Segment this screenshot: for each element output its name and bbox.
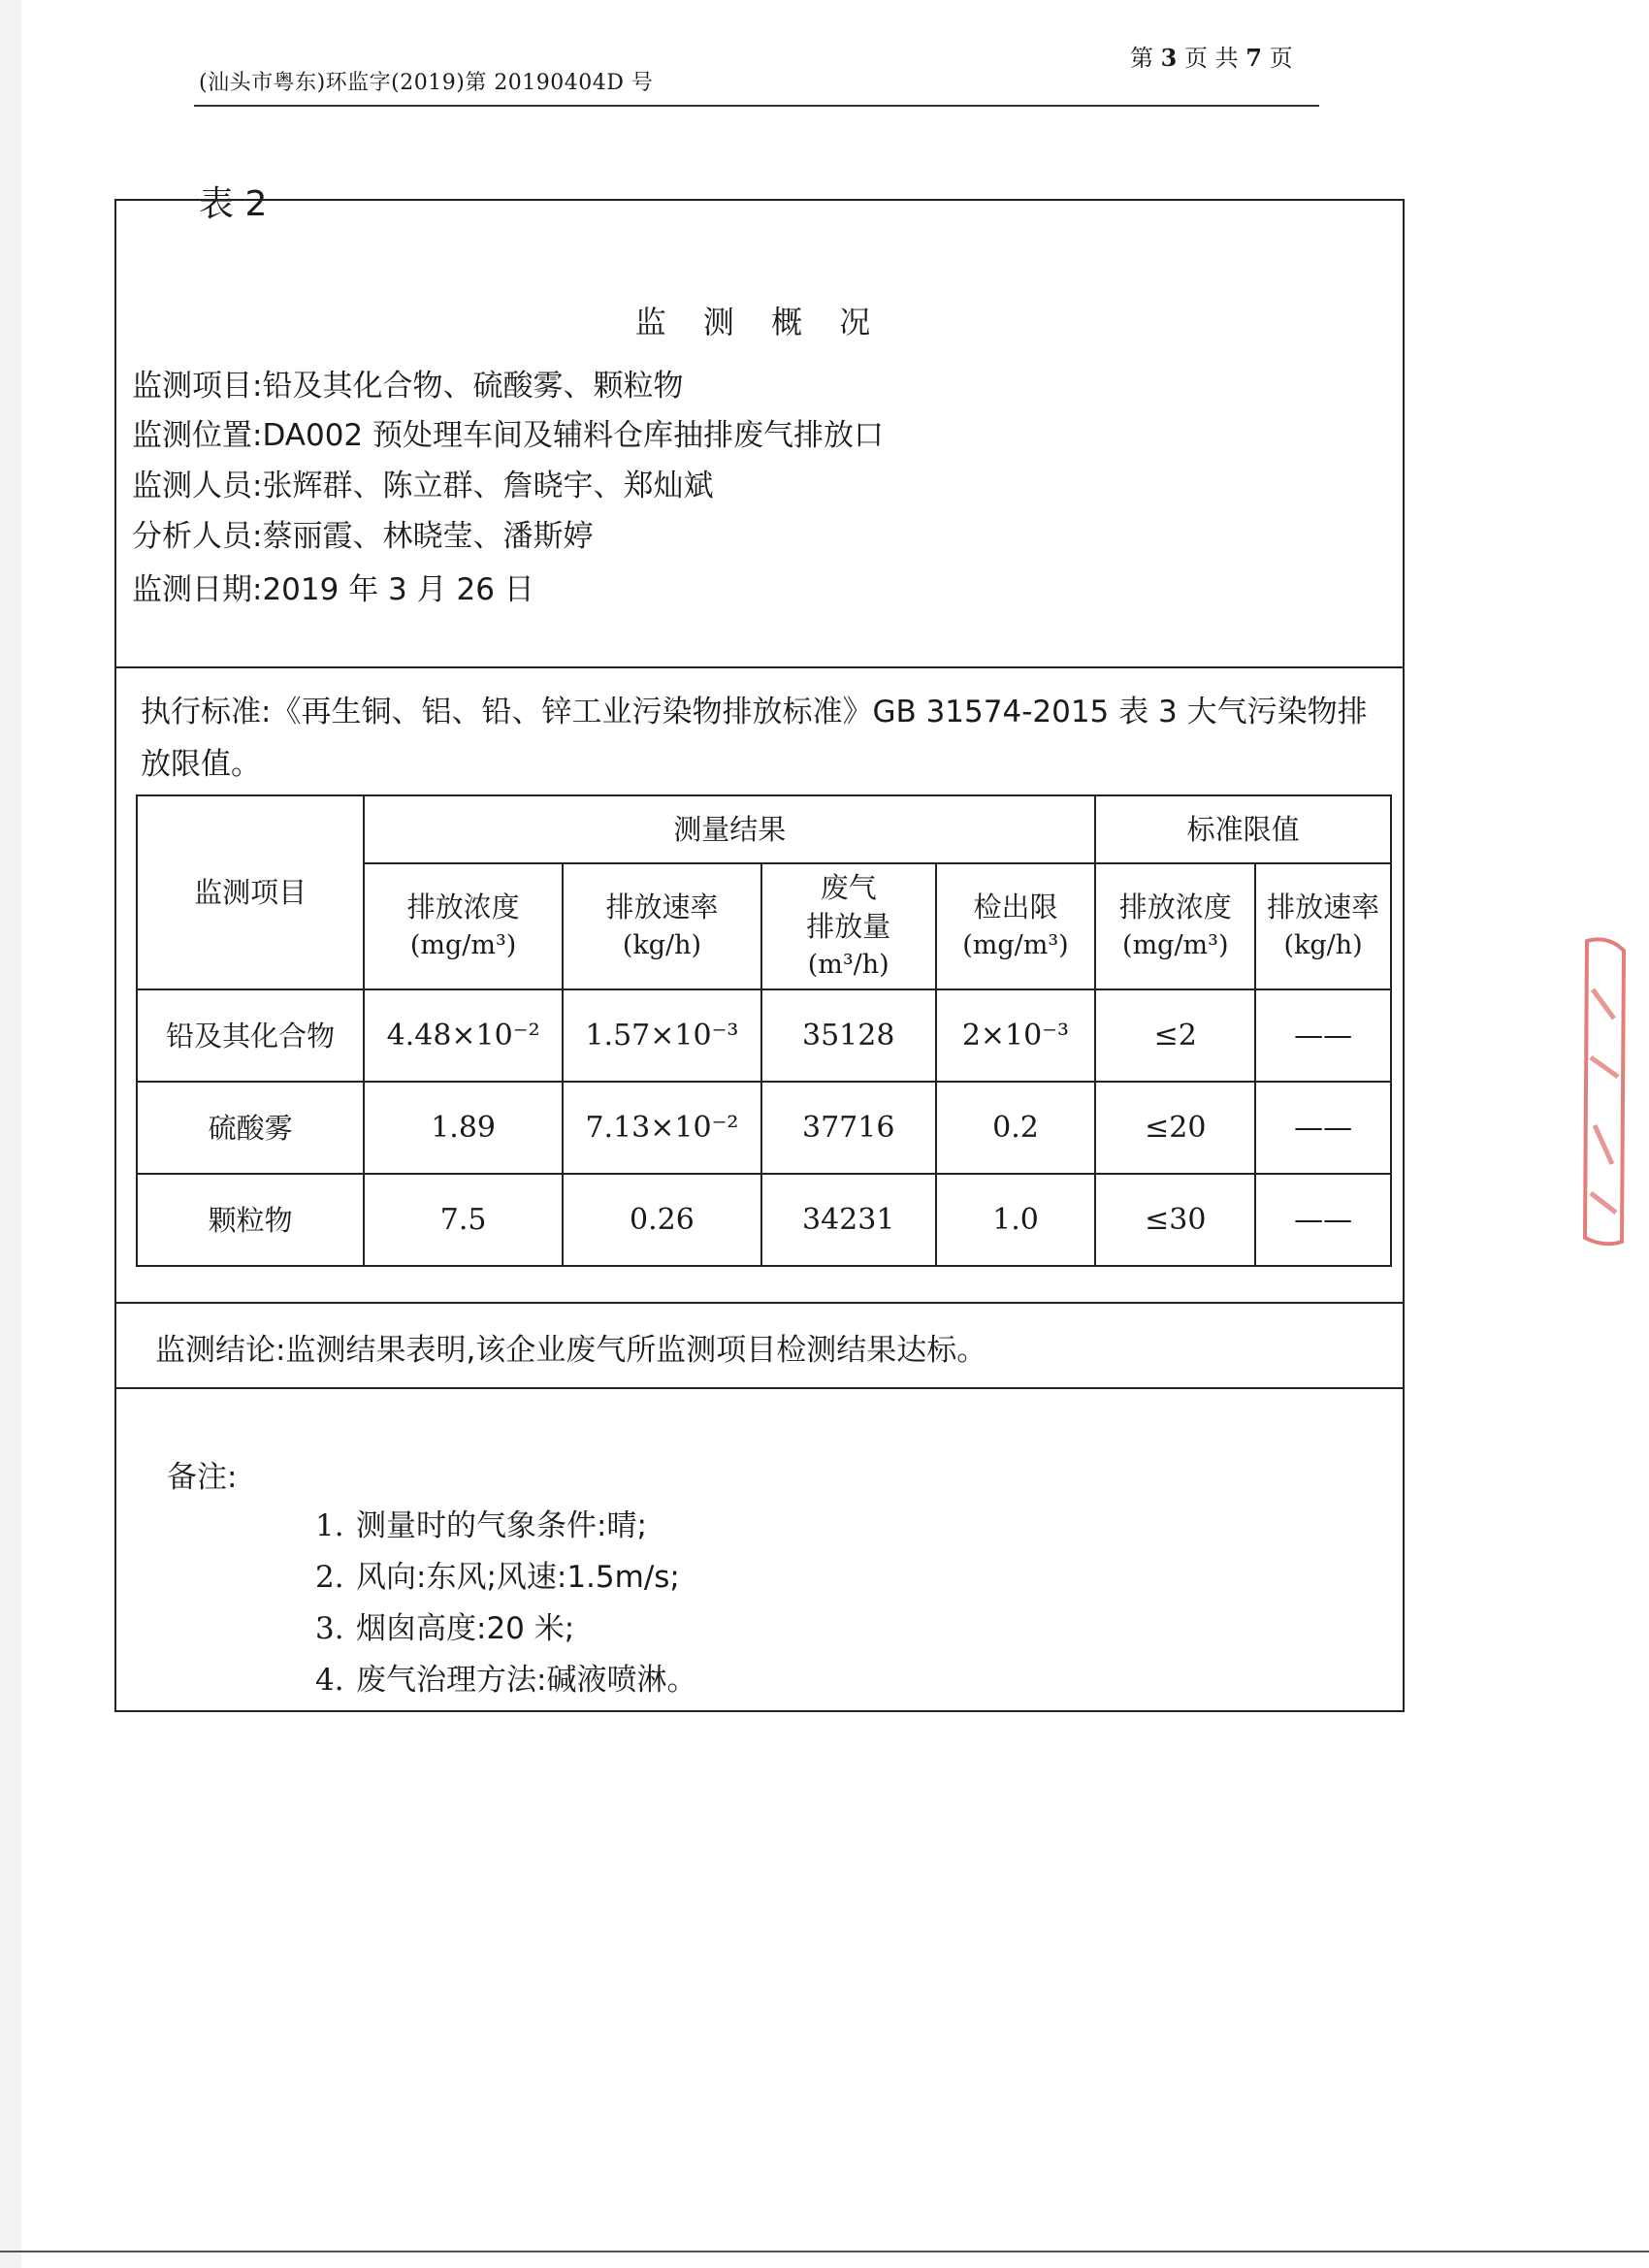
standard-text: 执行标准:《再生铜、铝、铅、锌工业污染物排放标准》GB 31574-2015 表 3 大气污染物排放限值。 (141, 695, 1368, 782)
document-number: (汕头市粤东)环监字(2019)第 20190404D 号 (199, 71, 654, 95)
table-header-row-1 (137, 795, 1391, 863)
monitoring-items-value: 铅及其化合物、硫酸雾、颗粒物 (262, 369, 684, 404)
col-flow-header (761, 863, 936, 989)
col-conc-label: 排放浓度 (406, 891, 520, 923)
col-rate-unit: (kg/h) (622, 930, 702, 960)
remark-number: 3. (315, 1611, 344, 1646)
row-conc: 7.5 (364, 1174, 563, 1266)
col-dl-label: 检出限 (973, 891, 1058, 923)
seal-stamp-icon (1579, 931, 1628, 1251)
analysts-value: 蔡丽霞、林晓莹、潘斯婷 (262, 519, 594, 554)
page-label-pre: 第 (1130, 45, 1153, 72)
col-lim-rate-header (1255, 863, 1391, 989)
standard-section (116, 666, 1403, 793)
analysts (132, 511, 593, 555)
page-label-mid: 页 共 (1183, 45, 1239, 72)
page-indicator (1130, 39, 1293, 73)
conclusion-text: 监测结论:监测结果表明,该企业废气所监测项目检测结果达标。 (155, 1333, 987, 1368)
row-flow: 34231 (761, 1174, 936, 1266)
summary-title: 监 测 概 况 (634, 304, 885, 340)
remark-text: 测量时的气象条件:晴; (356, 1508, 647, 1543)
row-item: 硫酸雾 (137, 1082, 364, 1174)
table-title: 表 2 (199, 184, 268, 224)
monitoring-location-label: 监测位置: (132, 418, 263, 453)
remark-item (315, 1655, 696, 1699)
summary-section (116, 201, 1403, 668)
col-lim-rate-label: 排放速率 (1267, 891, 1380, 923)
remarks-title: 备注: (167, 1460, 238, 1495)
header-rule (194, 105, 1319, 107)
col-dl-unit: (mg/m³) (962, 930, 1069, 960)
analysts-label: 分析人员: (132, 519, 263, 554)
row-dl: 0.2 (936, 1082, 1096, 1174)
col-lim-rate-unit: (kg/h) (1283, 930, 1363, 960)
row-conc: 4.48×10⁻² (364, 989, 563, 1082)
conclusion-section (116, 1302, 1403, 1389)
remark-item (315, 1552, 680, 1596)
col-lim-conc-unit: (mg/m³) (1122, 930, 1229, 960)
row-lim-conc: ≤2 (1095, 989, 1255, 1082)
row-flow: 35128 (761, 989, 936, 1082)
remark-text: 风向:东风;风速:1.5m/s; (356, 1560, 680, 1595)
page-total: 7 (1245, 44, 1262, 72)
col-item-header: 监测项目 (137, 795, 364, 989)
remark-item (315, 1501, 647, 1544)
row-rate: 7.13×10⁻² (563, 1082, 761, 1174)
remark-number: 4. (315, 1663, 344, 1698)
col-conc-header (364, 863, 563, 989)
row-lim-rate: —— (1255, 1082, 1391, 1174)
limit-group-header: 标准限值 (1095, 795, 1391, 863)
row-item: 颗粒物 (137, 1174, 364, 1266)
monitoring-location (132, 410, 884, 454)
page-number: 3 (1160, 44, 1178, 72)
monitoring-staff-value: 张辉群、陈立群、詹晓宇、郑灿斌 (262, 469, 714, 503)
remark-text: 废气治理方法:碱液喷淋。 (356, 1663, 697, 1698)
row-lim-conc: ≤30 (1095, 1174, 1255, 1266)
col-rate-header (563, 863, 761, 989)
row-dl: 1.0 (936, 1174, 1096, 1266)
page-left-shadow (0, 0, 21, 2268)
col-lim-conc-label: 排放浓度 (1118, 891, 1232, 923)
monitoring-items (132, 361, 683, 405)
row-lim-rate: —— (1255, 989, 1391, 1082)
table-row (137, 989, 1391, 1082)
monitoring-location-value: DA002 预处理车间及辅料仓库抽排废气排放口 (262, 418, 885, 453)
page-bottom-edge (0, 2251, 1649, 2252)
page-label-post: 页 (1269, 45, 1293, 72)
table-row (137, 1082, 1391, 1174)
monitoring-date-label: 监测日期: (132, 572, 263, 607)
remark-number: 1. (315, 1508, 344, 1543)
col-lim-conc-header (1095, 863, 1255, 989)
monitoring-date-value: 2019 年 3 月 26 日 (262, 572, 534, 607)
row-lim-rate: —— (1255, 1174, 1391, 1266)
remark-item (315, 1604, 574, 1647)
table-row (137, 1174, 1391, 1266)
report-frame (114, 199, 1405, 1712)
remark-text: 烟囱高度:20 米; (356, 1611, 575, 1646)
col-flow-unit: (m³/h) (807, 950, 889, 980)
col-rate-label: 排放速率 (605, 891, 719, 923)
results-table (136, 794, 1392, 1267)
row-flow: 37716 (761, 1082, 936, 1174)
row-rate: 1.57×10⁻³ (563, 989, 761, 1082)
monitoring-date (132, 565, 534, 608)
monitoring-items-label: 监测项目: (132, 369, 263, 404)
remark-number: 2. (315, 1560, 344, 1595)
row-rate: 0.26 (563, 1174, 761, 1266)
row-dl: 2×10⁻³ (936, 989, 1096, 1082)
monitoring-staff (132, 461, 713, 504)
row-conc: 1.89 (364, 1082, 563, 1174)
measured-group-header: 测量结果 (364, 795, 1095, 863)
col-dl-header (936, 863, 1096, 989)
col-conc-unit: (mg/m³) (409, 930, 517, 960)
row-item: 铅及其化合物 (137, 989, 364, 1082)
row-lim-conc: ≤20 (1095, 1082, 1255, 1174)
col-flow-label-2: 排放量 (806, 910, 891, 943)
monitoring-staff-label: 监测人员: (132, 469, 263, 503)
col-flow-label-1: 废气 (820, 871, 877, 904)
